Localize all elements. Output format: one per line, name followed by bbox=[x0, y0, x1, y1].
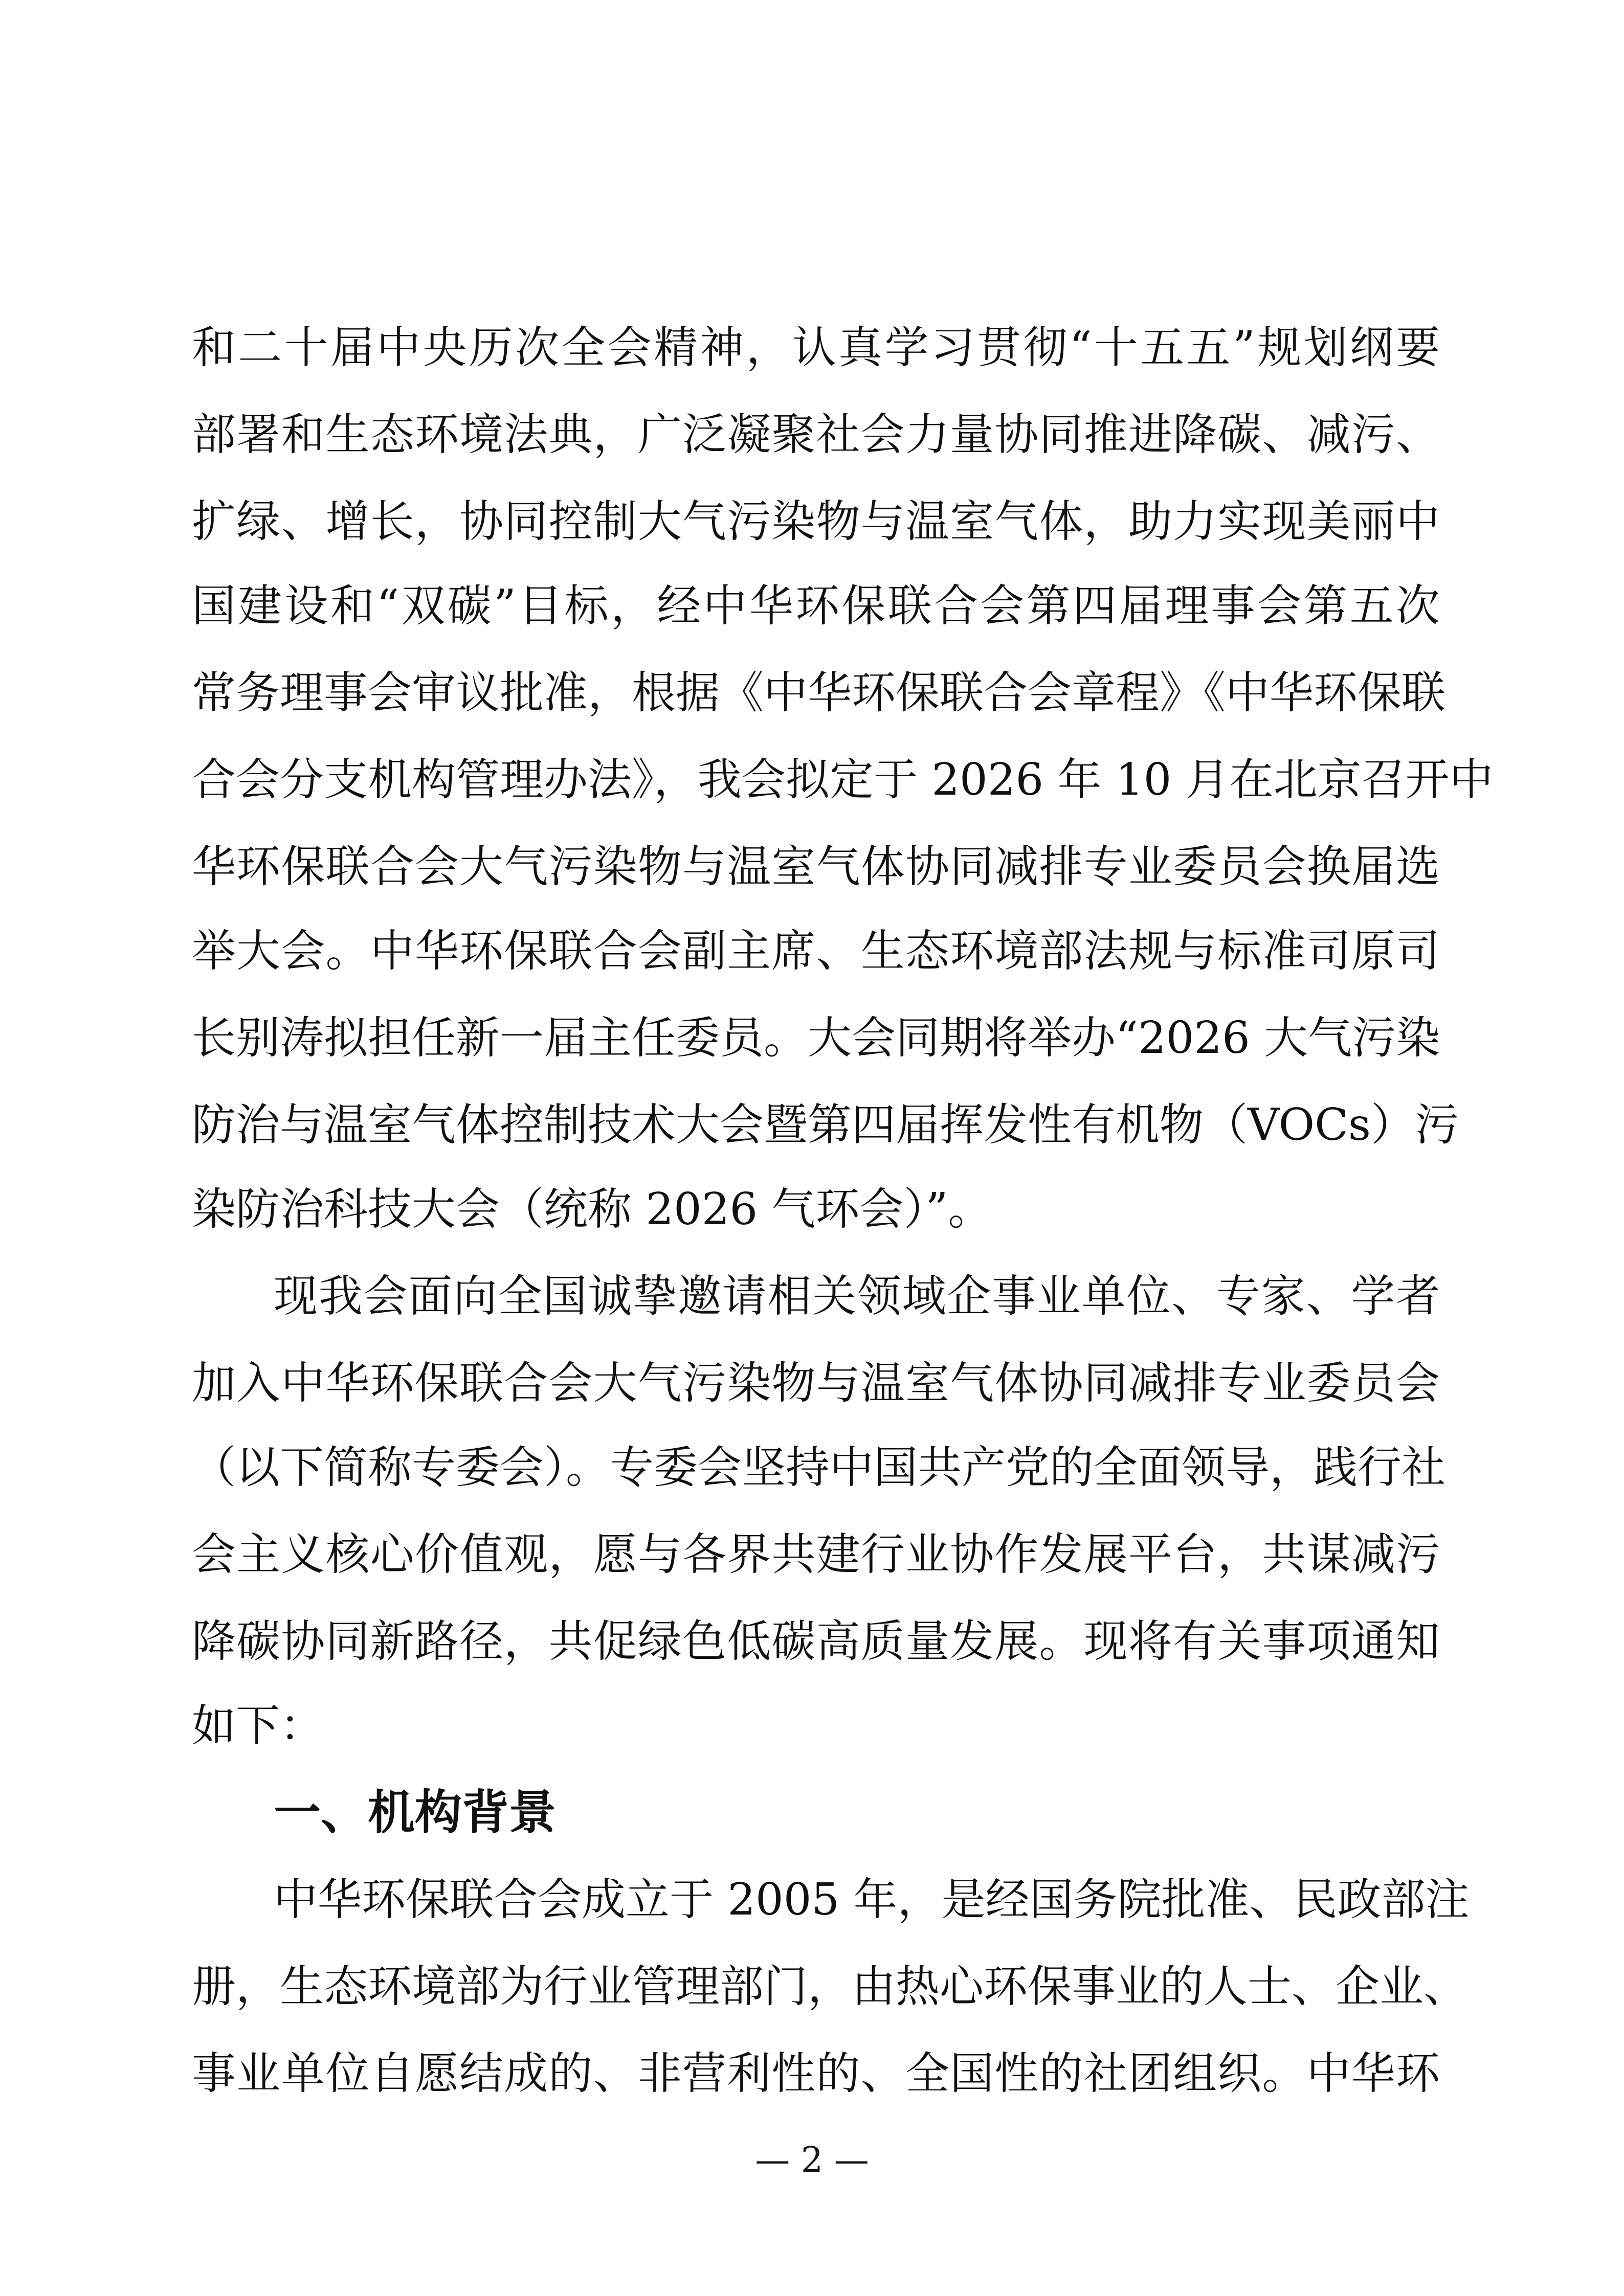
text-line: 染防治科技大会（统称 2026 气环会）”。 bbox=[192, 1184, 992, 1235]
text-line: 现我会面向全国诚挚邀请相关领域企事业单位、专家、学者 bbox=[274, 1271, 1440, 1322]
text-line: 扩绿、增长，协同控制大气污染物与温室气体，助力实现美丽中 bbox=[192, 496, 1440, 547]
text-line: 长别涛拟担任新一届主任委员。大会同期将举办“2026 大气污染 bbox=[192, 1012, 1440, 1064]
text-line: 华环保联合会大气污染物与温室气体协同减排专业委员会换届选 bbox=[192, 841, 1440, 892]
text-line: 和二十届中央历次全会精神，认真学习贯彻“十五五”规划纲要 bbox=[192, 322, 1440, 373]
text-line: 部署和生态环境法典，广泛凝聚社会力量协同推进降碳、减污、 bbox=[192, 409, 1440, 460]
text-line: 如下： bbox=[192, 1700, 324, 1751]
text-line: 举大会。中华环保联合会副主席、生态环境部法规与标准司原司 bbox=[192, 926, 1440, 977]
section-heading: 一、机构背景 bbox=[274, 1785, 557, 1840]
text-line: 会主义核心价值观，愿与各界共建行业协作发展平台，共谋减污 bbox=[192, 1529, 1440, 1580]
text-line: 册，生态环境部为行业管理部门，由热心环保事业的人士、企业、 bbox=[192, 1961, 1467, 2012]
text-line: 防治与温室气体控制技术大会暨第四届挥发性有机物（VOCs）污 bbox=[192, 1099, 1459, 1151]
text-line: 加入中华环保联合会大气污染物与温室气体协同减排专业委员会 bbox=[192, 1358, 1440, 1409]
page-number: — 2 — bbox=[755, 2140, 869, 2180]
text-line: 中华环保联合会成立于 2005 年，是经国务院批准、民政部注 bbox=[274, 1874, 1470, 1925]
text-line: （以下简称专委会）。专委会坚持中国共产党的全面领导，践行社 bbox=[192, 1442, 1445, 1493]
text-line: 国建设和“双碳”目标，经中华环保联合会第四届理事会第五次 bbox=[192, 580, 1440, 632]
text-line: 事业单位自愿结成的、非营利性的、全国性的社团组织。中华环 bbox=[192, 2048, 1440, 2099]
text-line: 合会分支机构管理办法》，我会拟定于 2026 年 10 月在北京召开中 bbox=[192, 754, 1494, 805]
text-line: 常务理事会审议批准，根据《中华环保联合会章程》《中华环保联 bbox=[192, 667, 1445, 718]
text-line: 降碳协同新路径，共促绿色低碳高质量发展。现将有关事项通知 bbox=[192, 1616, 1440, 1667]
